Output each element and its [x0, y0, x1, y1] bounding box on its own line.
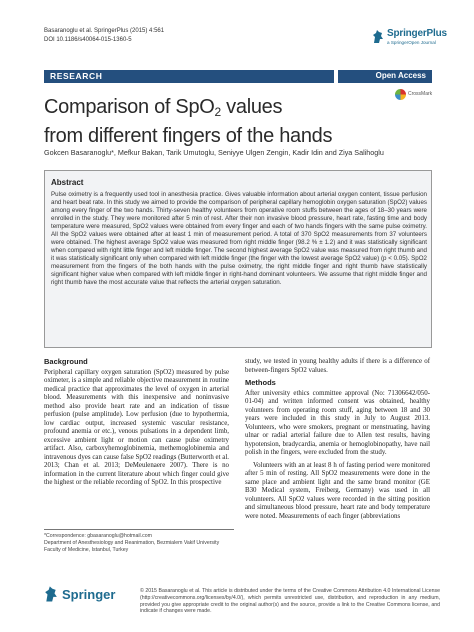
abstract-heading: Abstract	[51, 178, 84, 187]
doi: DOI 10.1186/s40064-015-1360-5	[44, 36, 132, 43]
left-column	[44, 358, 229, 492]
article-meta	[44, 27, 164, 44]
right-column	[245, 358, 430, 525]
crossmark-label: CrossMark	[408, 91, 433, 97]
springer-logo	[44, 586, 134, 604]
springerplus-logo	[372, 28, 468, 48]
abstract-box	[44, 170, 432, 348]
crossmark-badge[interactable]	[395, 88, 435, 102]
author-list: Gokcen Basaranoglu*, Mefkur Bakan, Tarik Umutoglu, Seniyye Ulgen Zengin, Kadir Idin and Ziya Salihoglu	[44, 148, 384, 157]
springer-horse-icon	[372, 30, 384, 44]
research-bar	[44, 70, 334, 83]
citation: Basaranoglu et al. SpringerPlus (2015) 4:561	[44, 28, 165, 34]
springerplus-logo-sub: a SpringerOpen Journal	[387, 40, 436, 45]
open-access-bar	[338, 70, 432, 83]
springer-horse-icon	[44, 586, 58, 603]
title-subscript: 2	[214, 105, 221, 119]
affiliation: Department of Anesthesiology and Reanimation, Bezmialem Vakif University Faculty of Medicine, Istanbul, Turkey	[44, 540, 220, 553]
intro-continuation: study, we tested in young healthy adults if there is a difference of between-fingers SpO2 values.	[245, 358, 430, 374]
abstract-text: Pulse oximetry is a frequently used tool in anesthesia practice. Gives valuable information about arterial oxygen content, tissue perfusion and heart beat rate. In this study we aimed to provide the comparison of peripheral capillary hemoglobin oxygen saturation (SpO2) values among every finger of the two hands. Thirty-seven healthy volunteers from operative room stuffs between the ages of 18–30 years were enrolled in the study. They were monitored after 5 min of rest. After their non invasive blood pressure, heart rate, fasting time and body temperature were measured, SpO2 values were obtained from every finger and each of two hands fingers with the same pulse oximetry. All the SpO2 values were obtained after at least 1 min of measurement period. A total of 370 SpO2 measurements from 37 volunteers were obtained. The highest average SpO2 value was measured from right middle finger (98.2 % ± 1.2) and it was statistically significant when compared with right little finger and left middle finger. The second highest average SpO2 value was measured from right thumb and it was statistically significant only when compared with left middle finger (the finger with the lowest average SpO2 value) (p < 0.05). SpO2 measurement from the fingers of the both hands with the pulse oximetry, the right middle finger and right thumb have statistically significant higher value when compared with left middle finger in right-hand dominant volunteers. We assume that right middle finger and right thumb have the most accurate value that reflects the arterial oxygen saturation.	[51, 191, 427, 286]
methods-paragraph-1: After university ethics committee approval (No: 71306642/050-01-04) and written informed consent was obtained, healthy volunteers from operating room stuff, aging between 18 and 30 years were included in this study in July to August 2013. Volunteers, who were smokers, pregnant or menstruating, having ulnar or radial arterial failure due to Allen test results, having hypotension, bradycardia, anemia or hemoglobinopathy, have nail polish in the fingers, were excluded from the study.	[245, 389, 430, 456]
background-paragraph: Peripheral capillary oxygen saturation (SpO2) measured by pulse oximeter, is a simple and reliable objective measurement in routine medical practice that approximates the level of oxygen in arterial blood. Measurements with this inexpensive and noninvasive method also provide heart rate and an indication of tissue perfusion (pulse amplitude). Low perfusion (due to hypothermia, low cardiac output, increased systemic vascular resistance, profound anemia or etc.), venous pulsations in a dependent limb, excessive ambient light or motion can cause pulse oximetry artifact. Also, carboxyhemoglobinemia, methemoglobinemia and intravenous dyes can cause false SpO2 readings (Butterworth et al. 2013; Chan et al. 2013; DeMeulenaere 2007). There is no information in the current literature about which finger could give the highest or the reliable recording of SpO2. In this prospective	[44, 368, 229, 486]
crossmark-icon	[395, 89, 406, 100]
springer-logo-text: Springer	[62, 587, 116, 602]
research-label: RESEARCH	[50, 71, 103, 81]
background-heading: Background	[44, 357, 88, 366]
footnote	[44, 529, 234, 554]
article-title	[44, 95, 384, 148]
springerplus-logo-text: SpringerPlus	[387, 28, 447, 39]
correspondence: *Correspondence: gbasaranoglu@hotmail.com	[44, 533, 152, 539]
title-part2: values	[220, 96, 283, 118]
license-text: © 2015 Basaranoglu et al. This article is distributed under the terms of the Creative Commons Attribution 4.0 International License (http://creativecommons.org/licenses/by/4.0/), which permits unrestricted use, distribution, and reproduction in any medium, provided you give appropriate credit to the original author(s) and the source, provide a link to the Creative Commons license, and indicate if changes were made.	[140, 588, 440, 615]
methods-heading: Methods	[245, 378, 276, 387]
title-part1: Comparison of SpO	[44, 96, 215, 118]
methods-paragraph-2: Volunteers with an at least 8 h of fasting period were monitored after 5 min of resting. All SpO2 measurements were done in the same place and ambient light and the same brand monitor (GE B30 Medical system, Freiberg, Germany) was used in all volunteers. All SpO2 values were recorded in the sitting position and simultaneous blood pressure, heart rate and body temperature were noted. Measurements of each finger (abbreviations	[245, 461, 430, 520]
title-line2: from different fingers of the hands	[44, 125, 333, 147]
open-access-label: Open Access	[375, 71, 426, 80]
